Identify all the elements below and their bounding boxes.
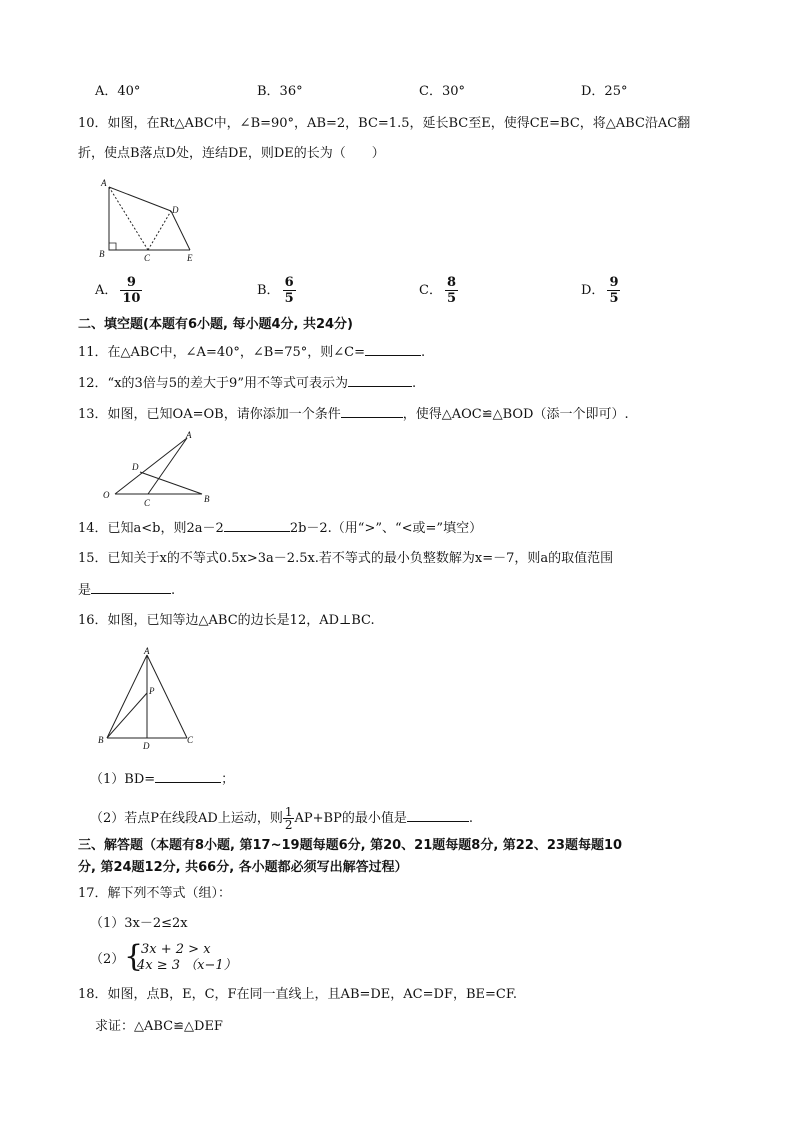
q15-line1: 15．已知关于x的不等式0.5x>3a－2.5x.若不等式的最小负整数解为x=－7，则a的取值范围 xyxy=(78,551,614,566)
q16-sub1: （1）BD= ； xyxy=(90,772,235,787)
q18: 18．如图，点B，E，C，F在同一直线上，且AB=DE，AC=DF，BE=CF. xyxy=(78,987,517,1002)
q10-figure xyxy=(95,175,205,265)
q16: 16．如图，已知等边△ABC的边长是12，AD⊥BC. xyxy=(78,613,375,628)
q15-line2: 是 . xyxy=(78,583,176,598)
section2-title: 二、填空题(本题有6小题, 每小题4分, 共24分) xyxy=(78,317,353,332)
q13-figure xyxy=(98,428,218,508)
q10-option-c: C． $\frac{8}{5}$ xyxy=(419,275,456,306)
q10-option-d: D． $\frac{9}{5}$ xyxy=(581,275,619,306)
q17-system-eq1: 3x + 2 > x xyxy=(141,942,211,957)
q17-sub1: （1）3x－2≤2x xyxy=(90,916,188,931)
q13-label-a: A xyxy=(186,430,192,440)
q16-label-d: D xyxy=(143,741,150,751)
q16-label-a: A xyxy=(144,646,150,656)
q11: 11．在△ABC中，∠A=40°，∠B=75°，则∠C= . xyxy=(78,345,426,360)
q16-sub2: （2）若点P在线段AD上运动，则 $\frac{1}{2}$ AP+BP的最小值是 . xyxy=(90,805,473,832)
q13: 13．如图，已知OA=OB，请你添加一个条件 ，使得△AOC≌△BOD（添一个即可）. xyxy=(78,407,629,422)
q9-option-c: C．30° xyxy=(419,84,465,99)
q17: 17．解下列不等式（组）： xyxy=(78,886,232,901)
q9-option-b: B．36° xyxy=(257,84,303,99)
q10-line2: 折，使点B落点D处，连结DE，则DE的长为（ ） xyxy=(78,146,385,161)
q10-label-a: A xyxy=(101,178,107,188)
section3-title-line2: 分, 第24题12分, 共66分, 各小题都必须写出解答过程） xyxy=(78,860,408,875)
q17-system-eq2: 4x ≥ 3 （x−1） xyxy=(137,958,237,973)
q10-option-b: B． $\frac{6}{5}$ xyxy=(257,275,294,306)
q13-label-d: D xyxy=(132,462,139,472)
q18-proof: 求证：△ABC≌△DEF xyxy=(95,1019,223,1034)
q10-option-a: A． $\frac{9}{10}$ xyxy=(95,275,141,306)
q10-label-e: E xyxy=(187,253,193,263)
q9-option-a: A．40° xyxy=(95,84,141,99)
q13-label-o: O xyxy=(103,490,110,500)
q10-label-b: B xyxy=(99,249,105,259)
q17-sub2-label: （2） xyxy=(90,952,125,967)
q16-figure xyxy=(95,645,205,755)
section3-title-line1: 三、解答题（本题有8小题, 第17~19题每题6分, 第20、21题每题8分, 第22、23题每题10 xyxy=(78,838,623,853)
q16-label-b: B xyxy=(98,735,104,745)
q10-label-c: C xyxy=(144,253,151,263)
q16-label-c: C xyxy=(187,735,194,745)
q14: 14．已知a<b，则2a－2 2b－2.（用“>”、“<或=”填空） xyxy=(78,521,483,536)
q16-label-p: P xyxy=(149,686,155,696)
q10-label-d: D xyxy=(172,205,179,215)
q10-line1: 10．如图，在Rt△ABC中，∠B=90°，AB=2，BC=1.5，延长BC至E，使得CE=BC，将△ABC沿AC翻 xyxy=(78,116,691,131)
q12: 12．“x的3倍与5的差大于9”用不等式可表示为 . xyxy=(78,376,417,391)
q17-brace: { xyxy=(124,939,144,974)
q13-label-b: B xyxy=(204,494,210,504)
q9-option-d: D．25° xyxy=(581,84,628,99)
q13-label-c: C xyxy=(144,498,151,508)
